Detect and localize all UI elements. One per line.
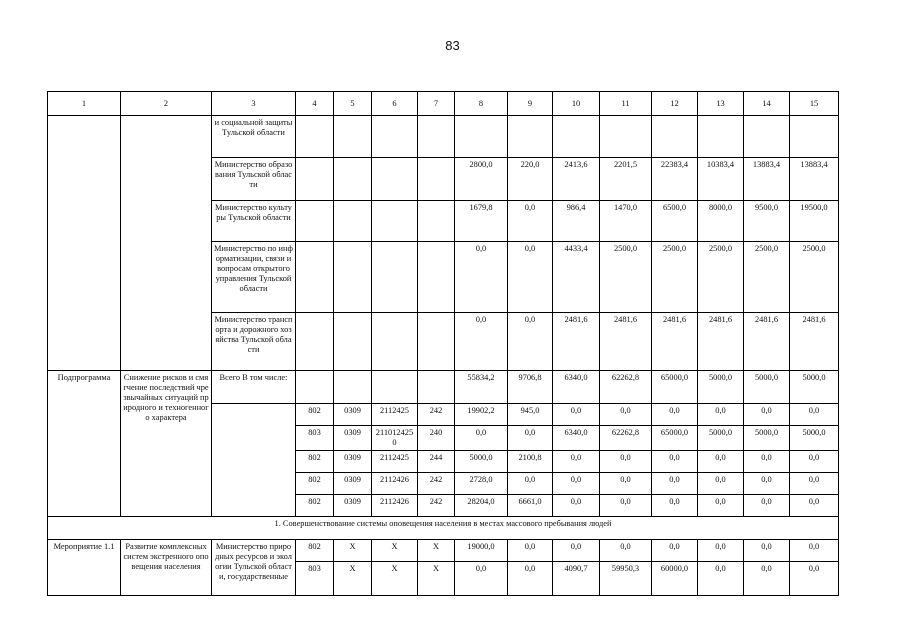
value-cell: 1679,8: [455, 201, 508, 242]
section-title: 1. Совершенствование системы оповещения населения в местах массового пребывания людей: [48, 517, 839, 540]
value-cell: 0,0: [600, 473, 652, 495]
table-cell: [372, 116, 418, 158]
code-cell: 802: [296, 495, 334, 517]
value-cell: 2201,5: [600, 158, 652, 201]
value-cell: 62262,8: [600, 371, 652, 404]
code-cell: 0309: [334, 495, 372, 517]
code-cell: 2110124250: [372, 426, 418, 451]
code-cell: X: [334, 540, 372, 562]
value-cell: 0,0: [508, 242, 553, 313]
value-cell: 55834,2: [455, 371, 508, 404]
value-cell: 0,0: [744, 562, 790, 596]
value-cell: 0,0: [790, 495, 839, 517]
event-executor: Министерство природных ресурсов и экологии Тульской области, государственные: [212, 540, 296, 596]
value-cell: 0,0: [455, 426, 508, 451]
code-cell: 0309: [334, 451, 372, 473]
table-row: [48, 116, 839, 158]
value-cell: 0,0: [652, 473, 698, 495]
code-cell: X: [418, 562, 455, 596]
table-cell: [334, 158, 372, 201]
event-label: Мероприятие 1.1: [48, 540, 121, 596]
value-cell: [508, 116, 553, 158]
value-cell: 19902,2: [455, 404, 508, 426]
value-cell: 0,0: [455, 242, 508, 313]
table-cell: [296, 313, 334, 371]
value-cell: 2500,0: [600, 242, 652, 313]
header-cell: 4: [296, 92, 334, 116]
value-cell: 65000,0: [652, 371, 698, 404]
value-cell: 0,0: [600, 451, 652, 473]
code-cell: 242: [418, 473, 455, 495]
col1-cell: [48, 116, 121, 371]
value-cell: 0,0: [698, 404, 744, 426]
subprogram-label: Подпрограмма: [48, 371, 121, 517]
event-row: [48, 540, 839, 562]
code-cell: 2112426: [372, 495, 418, 517]
value-cell: 0,0: [553, 404, 600, 426]
table-cell: [418, 201, 455, 242]
value-cell: [652, 116, 698, 158]
value-cell: 0,0: [698, 451, 744, 473]
value-cell: 0,0: [553, 473, 600, 495]
value-cell: 5000,0: [744, 371, 790, 404]
value-cell: 9500,0: [744, 201, 790, 242]
value-cell: [553, 116, 600, 158]
value-cell: 4433,4: [553, 242, 600, 313]
value-cell: 0,0: [698, 495, 744, 517]
value-cell: [744, 116, 790, 158]
table-cell: [334, 371, 372, 404]
executor-cell: и социальной защиты Тульской области: [212, 116, 296, 158]
table-cell: [334, 201, 372, 242]
value-cell: 13883,4: [744, 158, 790, 201]
value-cell: 0,0: [508, 201, 553, 242]
value-cell: [455, 116, 508, 158]
code-cell: 0309: [334, 404, 372, 426]
header-cell: 5: [334, 92, 372, 116]
value-cell: 5000,0: [698, 426, 744, 451]
executor-cell: Министерство образования Тульской области: [212, 158, 296, 201]
value-cell: 8000,0: [698, 201, 744, 242]
col2-cell: [121, 116, 212, 371]
value-cell: [698, 116, 744, 158]
code-cell: 2112425: [372, 404, 418, 426]
value-cell: 0,0: [553, 495, 600, 517]
value-cell: 0,0: [698, 473, 744, 495]
value-cell: 2500,0: [744, 242, 790, 313]
value-cell: 60000,0: [652, 562, 698, 596]
header-cell: 7: [418, 92, 455, 116]
value-cell: 2481,6: [652, 313, 698, 371]
value-cell: 0,0: [455, 313, 508, 371]
value-cell: 6340,0: [553, 371, 600, 404]
code-cell: 0309: [334, 473, 372, 495]
value-cell: 0,0: [508, 540, 553, 562]
table-cell: [418, 158, 455, 201]
value-cell: 945,0: [508, 404, 553, 426]
value-cell: 0,0: [790, 473, 839, 495]
table-cell: [372, 371, 418, 404]
value-cell: 2500,0: [652, 242, 698, 313]
code-cell: 242: [418, 404, 455, 426]
table-cell: [372, 158, 418, 201]
value-cell: 65000,0: [652, 426, 698, 451]
executor-cell: Министерство по информатизации, связи и вопросам открытого управления Тульской области: [212, 242, 296, 313]
subprogram-title: Снижение рисков и смягчение последствий чрезвычайных ситуаций природного и техногенного характера: [121, 371, 212, 517]
value-cell: 2481,6: [744, 313, 790, 371]
value-cell: 6661,0: [508, 495, 553, 517]
code-cell: 240: [418, 426, 455, 451]
value-cell: 0,0: [553, 451, 600, 473]
value-cell: 2500,0: [790, 242, 839, 313]
value-cell: 0,0: [744, 473, 790, 495]
value-cell: 0,0: [508, 313, 553, 371]
value-cell: 2728,0: [455, 473, 508, 495]
header-cell: 8: [455, 92, 508, 116]
value-cell: 2500,0: [698, 242, 744, 313]
value-cell: 0,0: [508, 473, 553, 495]
code-cell: 802: [296, 451, 334, 473]
value-cell: 0,0: [455, 562, 508, 596]
value-cell: 2481,6: [600, 313, 652, 371]
budget-table: [47, 91, 839, 596]
code-cell: X: [372, 540, 418, 562]
table-cell: [296, 116, 334, 158]
table-cell: [334, 116, 372, 158]
value-cell: 19000,0: [455, 540, 508, 562]
table-cell: [372, 313, 418, 371]
value-cell: 0,0: [698, 540, 744, 562]
event-title: Развитие комплексных систем экстренного оповещения населения: [121, 540, 212, 596]
executor-cell: Министерство культуры Тульской области: [212, 201, 296, 242]
value-cell: 0,0: [600, 540, 652, 562]
table-cell: [296, 201, 334, 242]
value-cell: 6500,0: [652, 201, 698, 242]
value-cell: 5000,0: [455, 451, 508, 473]
value-cell: 0,0: [508, 426, 553, 451]
header-cell: 12: [652, 92, 698, 116]
code-cell: X: [372, 562, 418, 596]
table-cell: [372, 201, 418, 242]
subprogram-row: [48, 371, 839, 404]
code-cell: 803: [296, 562, 334, 596]
value-cell: 59950,3: [600, 562, 652, 596]
value-cell: 10383,4: [698, 158, 744, 201]
value-cell: 22383,4: [652, 158, 698, 201]
value-cell: 986,4: [553, 201, 600, 242]
value-cell: [600, 116, 652, 158]
executor-cell: [212, 404, 296, 517]
value-cell: 2413,6: [553, 158, 600, 201]
code-cell: 244: [418, 451, 455, 473]
header-cell: 10: [553, 92, 600, 116]
value-cell: 2100,8: [508, 451, 553, 473]
code-cell: 802: [296, 473, 334, 495]
code-cell: 802: [296, 540, 334, 562]
table-cell: [418, 313, 455, 371]
header-row: [48, 92, 839, 116]
value-cell: [790, 116, 839, 158]
code-cell: 242: [418, 495, 455, 517]
table-cell: [418, 371, 455, 404]
section-title-row: [48, 517, 839, 540]
value-cell: 0,0: [652, 404, 698, 426]
executor-cell: Министерство транспорта и дорожного хозяйства Тульской области: [212, 313, 296, 371]
value-cell: 0,0: [744, 451, 790, 473]
table-cell: [296, 242, 334, 313]
header-cell: 13: [698, 92, 744, 116]
value-cell: 4090,7: [553, 562, 600, 596]
value-cell: 0,0: [790, 562, 839, 596]
table-body: [48, 92, 839, 596]
value-cell: 0,0: [698, 562, 744, 596]
value-cell: 5000,0: [790, 371, 839, 404]
code-cell: 803: [296, 426, 334, 451]
value-cell: 62262,8: [600, 426, 652, 451]
value-cell: 0,0: [744, 495, 790, 517]
value-cell: 0,0: [744, 404, 790, 426]
value-cell: 0,0: [652, 495, 698, 517]
code-cell: 802: [296, 404, 334, 426]
value-cell: 0,0: [508, 562, 553, 596]
value-cell: 13883,4: [790, 158, 839, 201]
header-cell: 1: [48, 92, 121, 116]
value-cell: 0,0: [652, 540, 698, 562]
value-cell: 2481,6: [790, 313, 839, 371]
code-cell: 0309: [334, 426, 372, 451]
header-cell: 14: [744, 92, 790, 116]
subprogram-total-label: Всего В том числе:: [212, 371, 296, 404]
header-cell: 15: [790, 92, 839, 116]
value-cell: 0,0: [790, 540, 839, 562]
value-cell: 9706,8: [508, 371, 553, 404]
value-cell: 0,0: [790, 404, 839, 426]
header-cell: 11: [600, 92, 652, 116]
value-cell: 5000,0: [744, 426, 790, 451]
value-cell: 0,0: [600, 495, 652, 517]
table-cell: [334, 242, 372, 313]
value-cell: 1470,0: [600, 201, 652, 242]
value-cell: 28204,0: [455, 495, 508, 517]
table-cell: [334, 313, 372, 371]
value-cell: 0,0: [553, 540, 600, 562]
value-cell: 0,0: [600, 404, 652, 426]
code-cell: X: [334, 562, 372, 596]
code-cell: 2112426: [372, 473, 418, 495]
code-cell: 2112425: [372, 451, 418, 473]
code-cell: X: [418, 540, 455, 562]
value-cell: 2481,6: [698, 313, 744, 371]
value-cell: 19500,0: [790, 201, 839, 242]
header-cell: 2: [121, 92, 212, 116]
table-cell: [372, 242, 418, 313]
header-cell: 9: [508, 92, 553, 116]
header-cell: 6: [372, 92, 418, 116]
value-cell: 0,0: [744, 540, 790, 562]
value-cell: 0,0: [790, 451, 839, 473]
value-cell: 5000,0: [698, 371, 744, 404]
header-cell: 3: [212, 92, 296, 116]
page-number: 83: [445, 38, 460, 53]
value-cell: 5000,0: [790, 426, 839, 451]
table-cell: [296, 371, 334, 404]
value-cell: 6340,0: [553, 426, 600, 451]
table-cell: [296, 158, 334, 201]
table-cell: [418, 242, 455, 313]
value-cell: 220,0: [508, 158, 553, 201]
table-cell: [418, 116, 455, 158]
value-cell: 0,0: [652, 451, 698, 473]
value-cell: 2481,6: [553, 313, 600, 371]
value-cell: 2800,0: [455, 158, 508, 201]
